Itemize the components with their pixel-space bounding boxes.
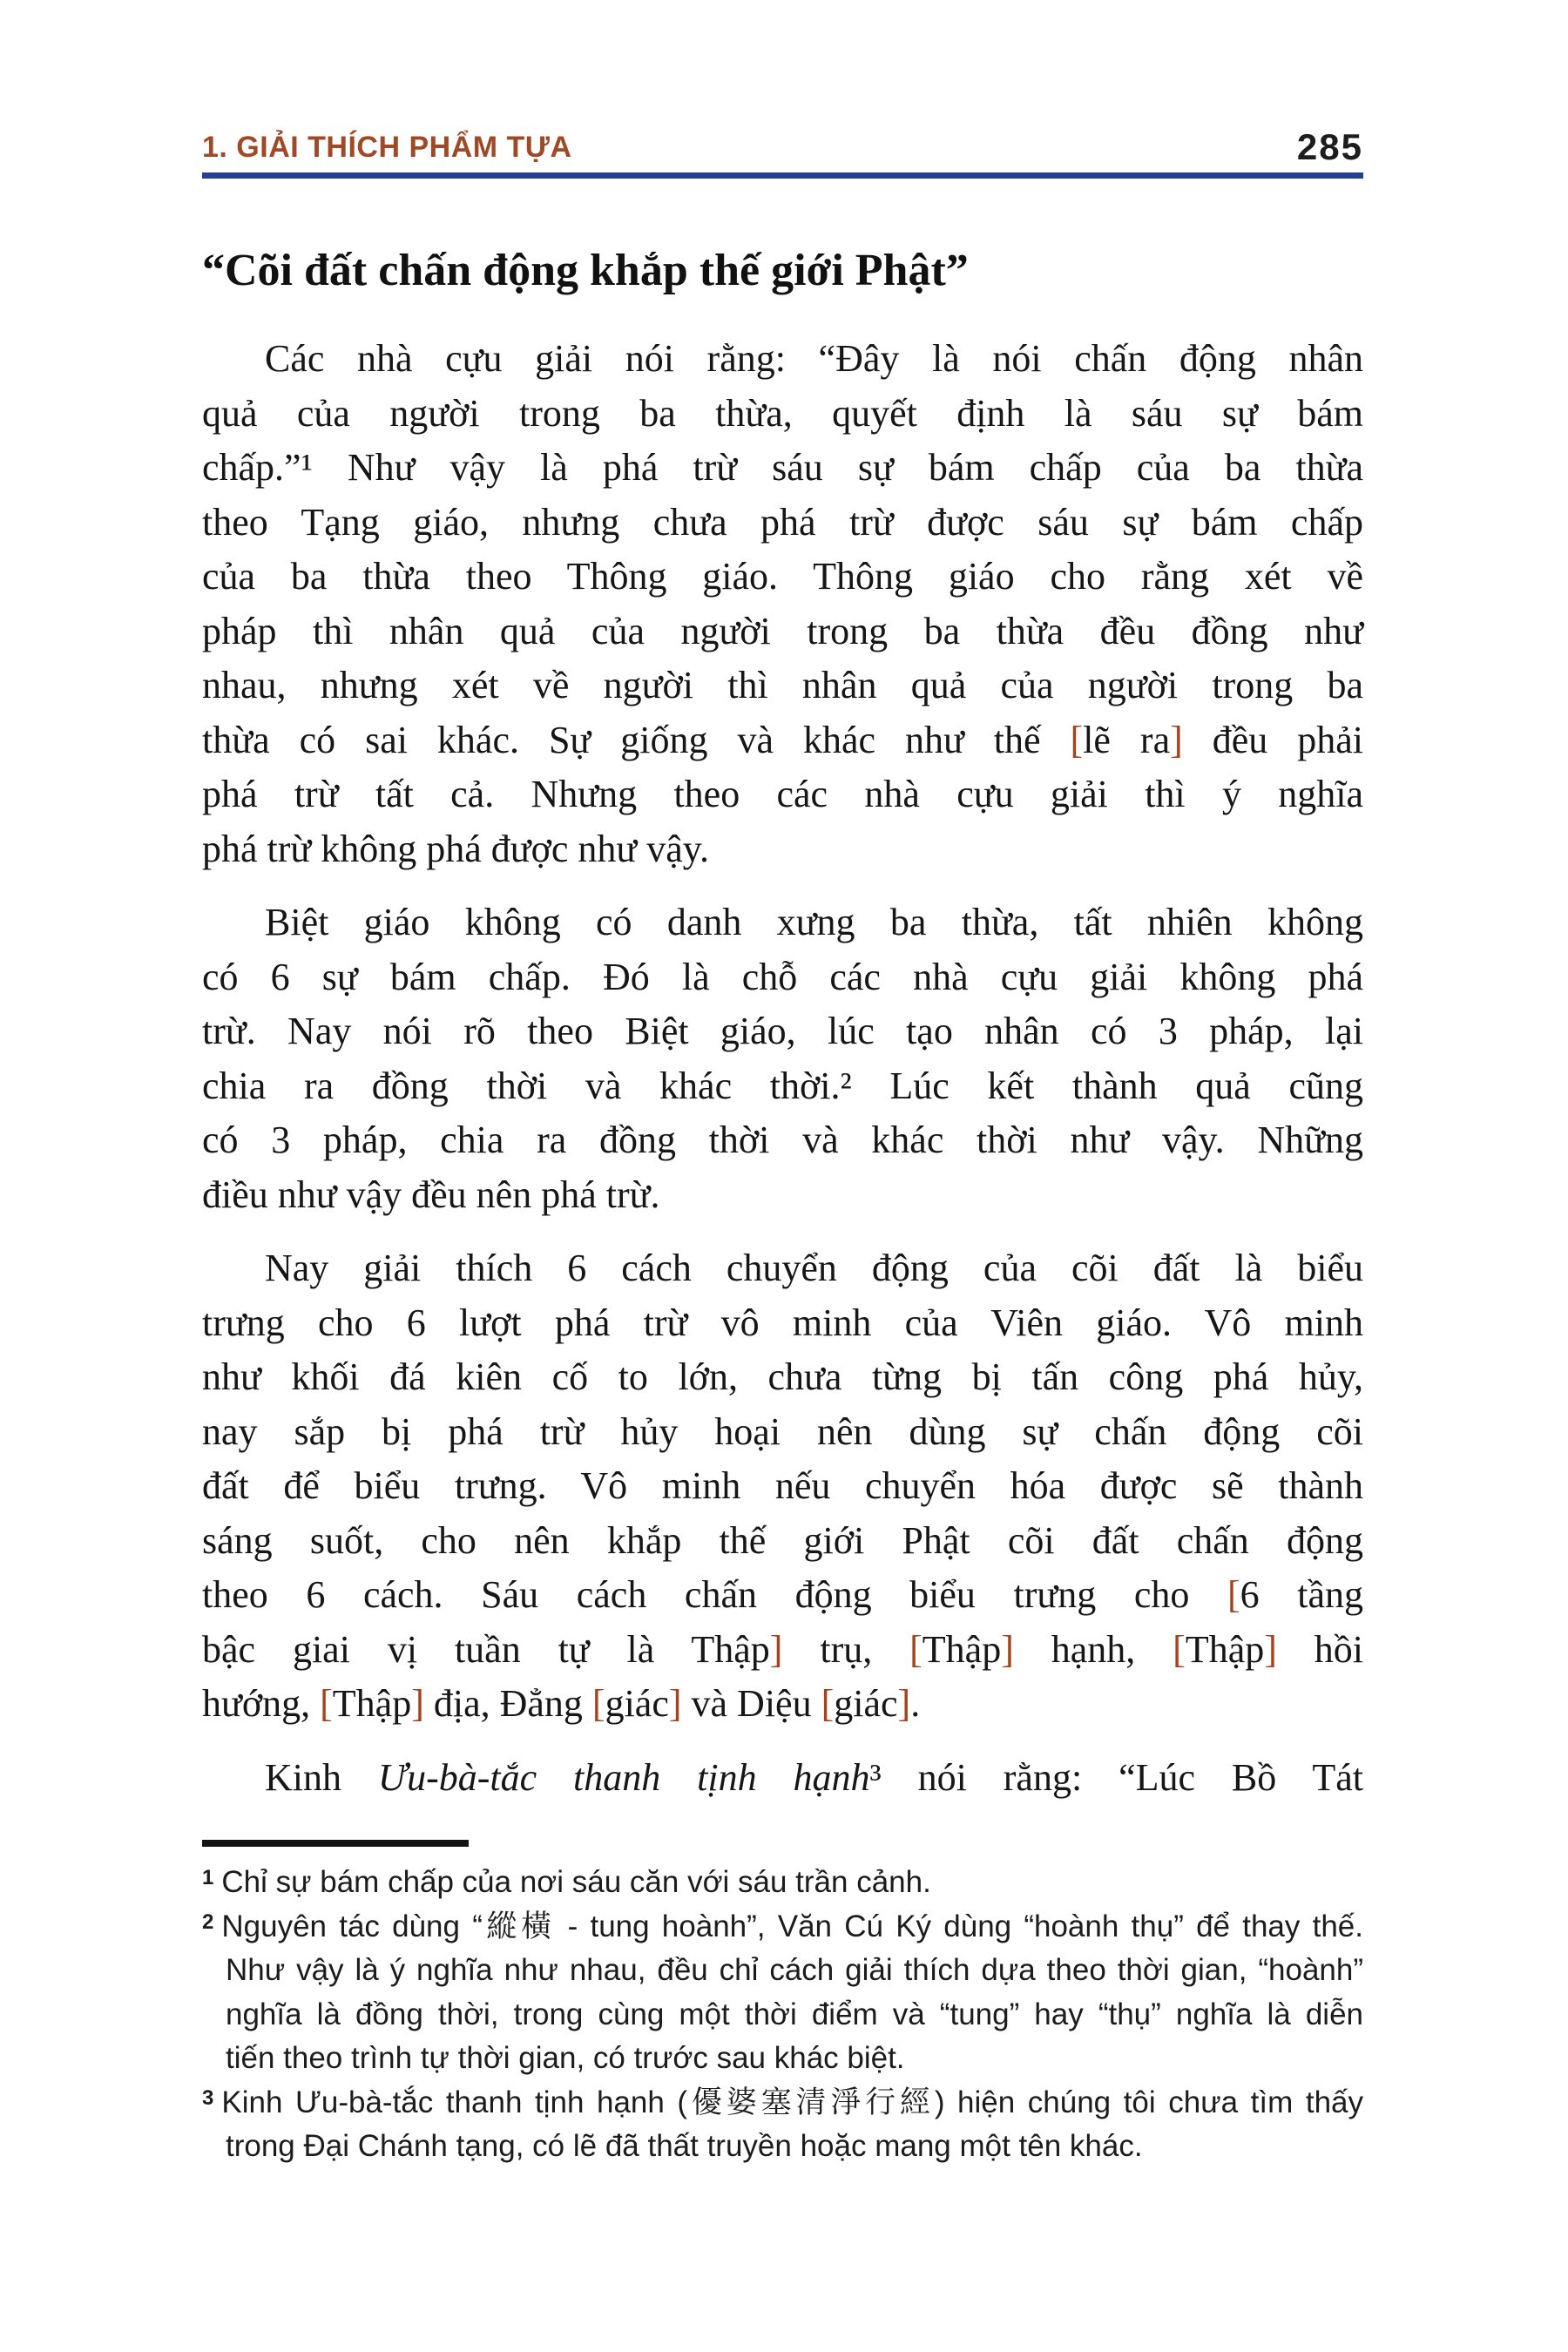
body-line: theo Tạng giáo, nhưng chưa phá trừ được sáu sự bám chấp: [202, 500, 1363, 544]
running-header: [202, 122, 1363, 167]
body-line: Các nhà cựu giải nói rằng: “Đây là nói chấn động nhân: [265, 337, 1363, 380]
footnote-line: $^1$ Chỉ sự bám chấp của nơi sáu căn với sáu trần cảnh.: [202, 1865, 931, 1899]
editorial-bracket: [: [1227, 1573, 1240, 1616]
editorial-bracket: [: [591, 1682, 605, 1725]
body-line: Kinh Ưu-bà-tắc thanh tịnh hạnh³ nói rằng: “Lúc Bồ Tát: [265, 1755, 1363, 1799]
editorial-bracket: [: [1070, 718, 1084, 761]
header-rule: [202, 172, 1363, 179]
editorial-bracket: ]: [411, 1682, 424, 1725]
body-line: pháp thì nhân quả của người trong ba thừa đều đồng như: [202, 609, 1363, 652]
body-line: sáng suốt, cho nên khắp thế giới Phật cõi đất chấn động: [202, 1518, 1363, 1562]
footnote: [202, 1861, 1363, 1905]
paragraph: [202, 1751, 1363, 1806]
body-line: chấp.”¹ Như vậy là phá trừ sáu sự bám chấp của ba thừa: [202, 446, 1363, 489]
paragraph: [202, 332, 1363, 876]
footnote-line: trong Đại Chánh tạng, có lẽ đã thất truyền hoặc mang một tên khác.: [226, 2129, 1143, 2163]
body-line: nay sắp bị phá trừ hủy hoại nên dùng sự chấn động cõi: [202, 1409, 1363, 1453]
footnote-line: tiến theo trình tự thời gian, có trước sau khác biệt.: [226, 2041, 905, 2075]
body-line: nhau, nhưng xét về người thì nhân quả của người trong ba: [202, 664, 1363, 706]
footnote-line: $^2$ Nguyên tác dùng “縱橫 - tung hoành”, Văn Cú Ký dùng “hoành thụ” để thay thế.: [202, 1909, 1363, 1943]
editorial-bracket: [: [909, 1627, 923, 1671]
running-header-title: 1. GIẢI THÍCH PHẨM TỰA: [202, 131, 572, 164]
body-line: đất để biểu trưng. Vô minh nếu chuyển hóa được sẽ thành: [202, 1464, 1363, 1507]
body-line: trừ. Nay nói rõ theo Biệt giáo, lúc tạo nhân có 3 pháp, lại: [202, 1010, 1363, 1052]
editorial-bracket: ]: [1001, 1627, 1014, 1671]
footnote-line: $^3$ Kinh Ưu-bà-tắc thanh tịnh hạnh (優婆塞清淨行經) hiện chúng tôi chưa tìm thấy: [202, 2085, 1363, 2119]
paragraph: [202, 896, 1363, 1222]
body-line: chia ra đồng thời và khác thời.² Lúc kết thành quả cũng: [202, 1064, 1363, 1107]
body-line: phá trừ tất cả. Nhưng theo các nhà cựu giải thì ý nghĩa: [202, 773, 1363, 815]
footnote-marker: 1: [202, 1866, 214, 1889]
editorial-bracket: ]: [1264, 1627, 1277, 1671]
footnote-marker: 2: [202, 1909, 214, 1934]
body-line: trưng cho 6 lượt phá trừ vô minh của Viên giáo. Vô minh: [202, 1301, 1363, 1344]
body-line: điều như vậy đều nên phá trừ.: [202, 1173, 660, 1216]
body-text: [202, 332, 1363, 1805]
body-line: như khối đá kiên cố to lớn, chưa từng bị tấn công phá hủy,: [202, 1355, 1363, 1398]
body-line: thừa có sai khác. Sự giống và khác như thế [lẽ ra] đều phải: [202, 718, 1363, 761]
editorial-bracket: ]: [897, 1682, 911, 1725]
footnote-line: nghĩa là đồng thời, trong cùng một thời điểm và “tung” hay “thụ” nghĩa là diễn: [226, 1997, 1363, 2031]
body-line: bậc giai vị tuần tự là Thập] trụ, [Thập] hạnh, [Thập] hồi: [202, 1627, 1363, 1671]
body-line: phá trừ không phá được như vậy.: [202, 827, 709, 870]
body-line: Nay giải thích 6 cách chuyển động của cõi đất là biểu: [265, 1247, 1363, 1289]
body-line: quả của người trong ba thừa, quyết định là sáu sự bám: [202, 391, 1363, 435]
editorial-bracket: [: [821, 1682, 835, 1725]
footnote: [202, 1905, 1363, 2081]
body-line: Biệt giáo không có danh xưng ba thừa, tất nhiên không: [265, 901, 1363, 943]
body-line: có 6 sự bám chấp. Đó là chỗ các nhà cựu giải không phá: [202, 955, 1363, 998]
editorial-bracket: [: [1173, 1627, 1186, 1671]
footnote-separator: [202, 1840, 469, 1847]
footnote-line: Như vậy là ý nghĩa như nhau, đều chỉ cách giải thích dựa theo thời gian, “hoành”: [226, 1953, 1363, 1987]
footnote: [202, 2081, 1363, 2169]
body-line: theo 6 cách. Sáu cách chấn động biểu trưng cho [6 tầng: [202, 1573, 1363, 1616]
page-number: 285: [1296, 126, 1363, 167]
editorial-bracket: ]: [1170, 718, 1183, 761]
footnote-marker: 3: [202, 2085, 214, 2110]
editorial-bracket: ]: [668, 1682, 682, 1725]
editorial-bracket: ]: [769, 1627, 783, 1671]
body-line: có 3 pháp, chia ra đồng thời và khác thời như vậy. Những: [202, 1119, 1363, 1161]
body-line: hướng, [Thập] địa, Đẳng [giác] và Diệu [giác].: [202, 1682, 921, 1725]
paragraph: [202, 1241, 1363, 1732]
editorial-bracket: [: [320, 1682, 333, 1725]
footnotes: [202, 1861, 1363, 2169]
section-title: “Cõi đất chấn động khắp thế giới Phật”: [202, 246, 969, 295]
body-line: của ba thừa theo Thông giáo. Thông giáo cho rằng xét về: [202, 555, 1363, 598]
